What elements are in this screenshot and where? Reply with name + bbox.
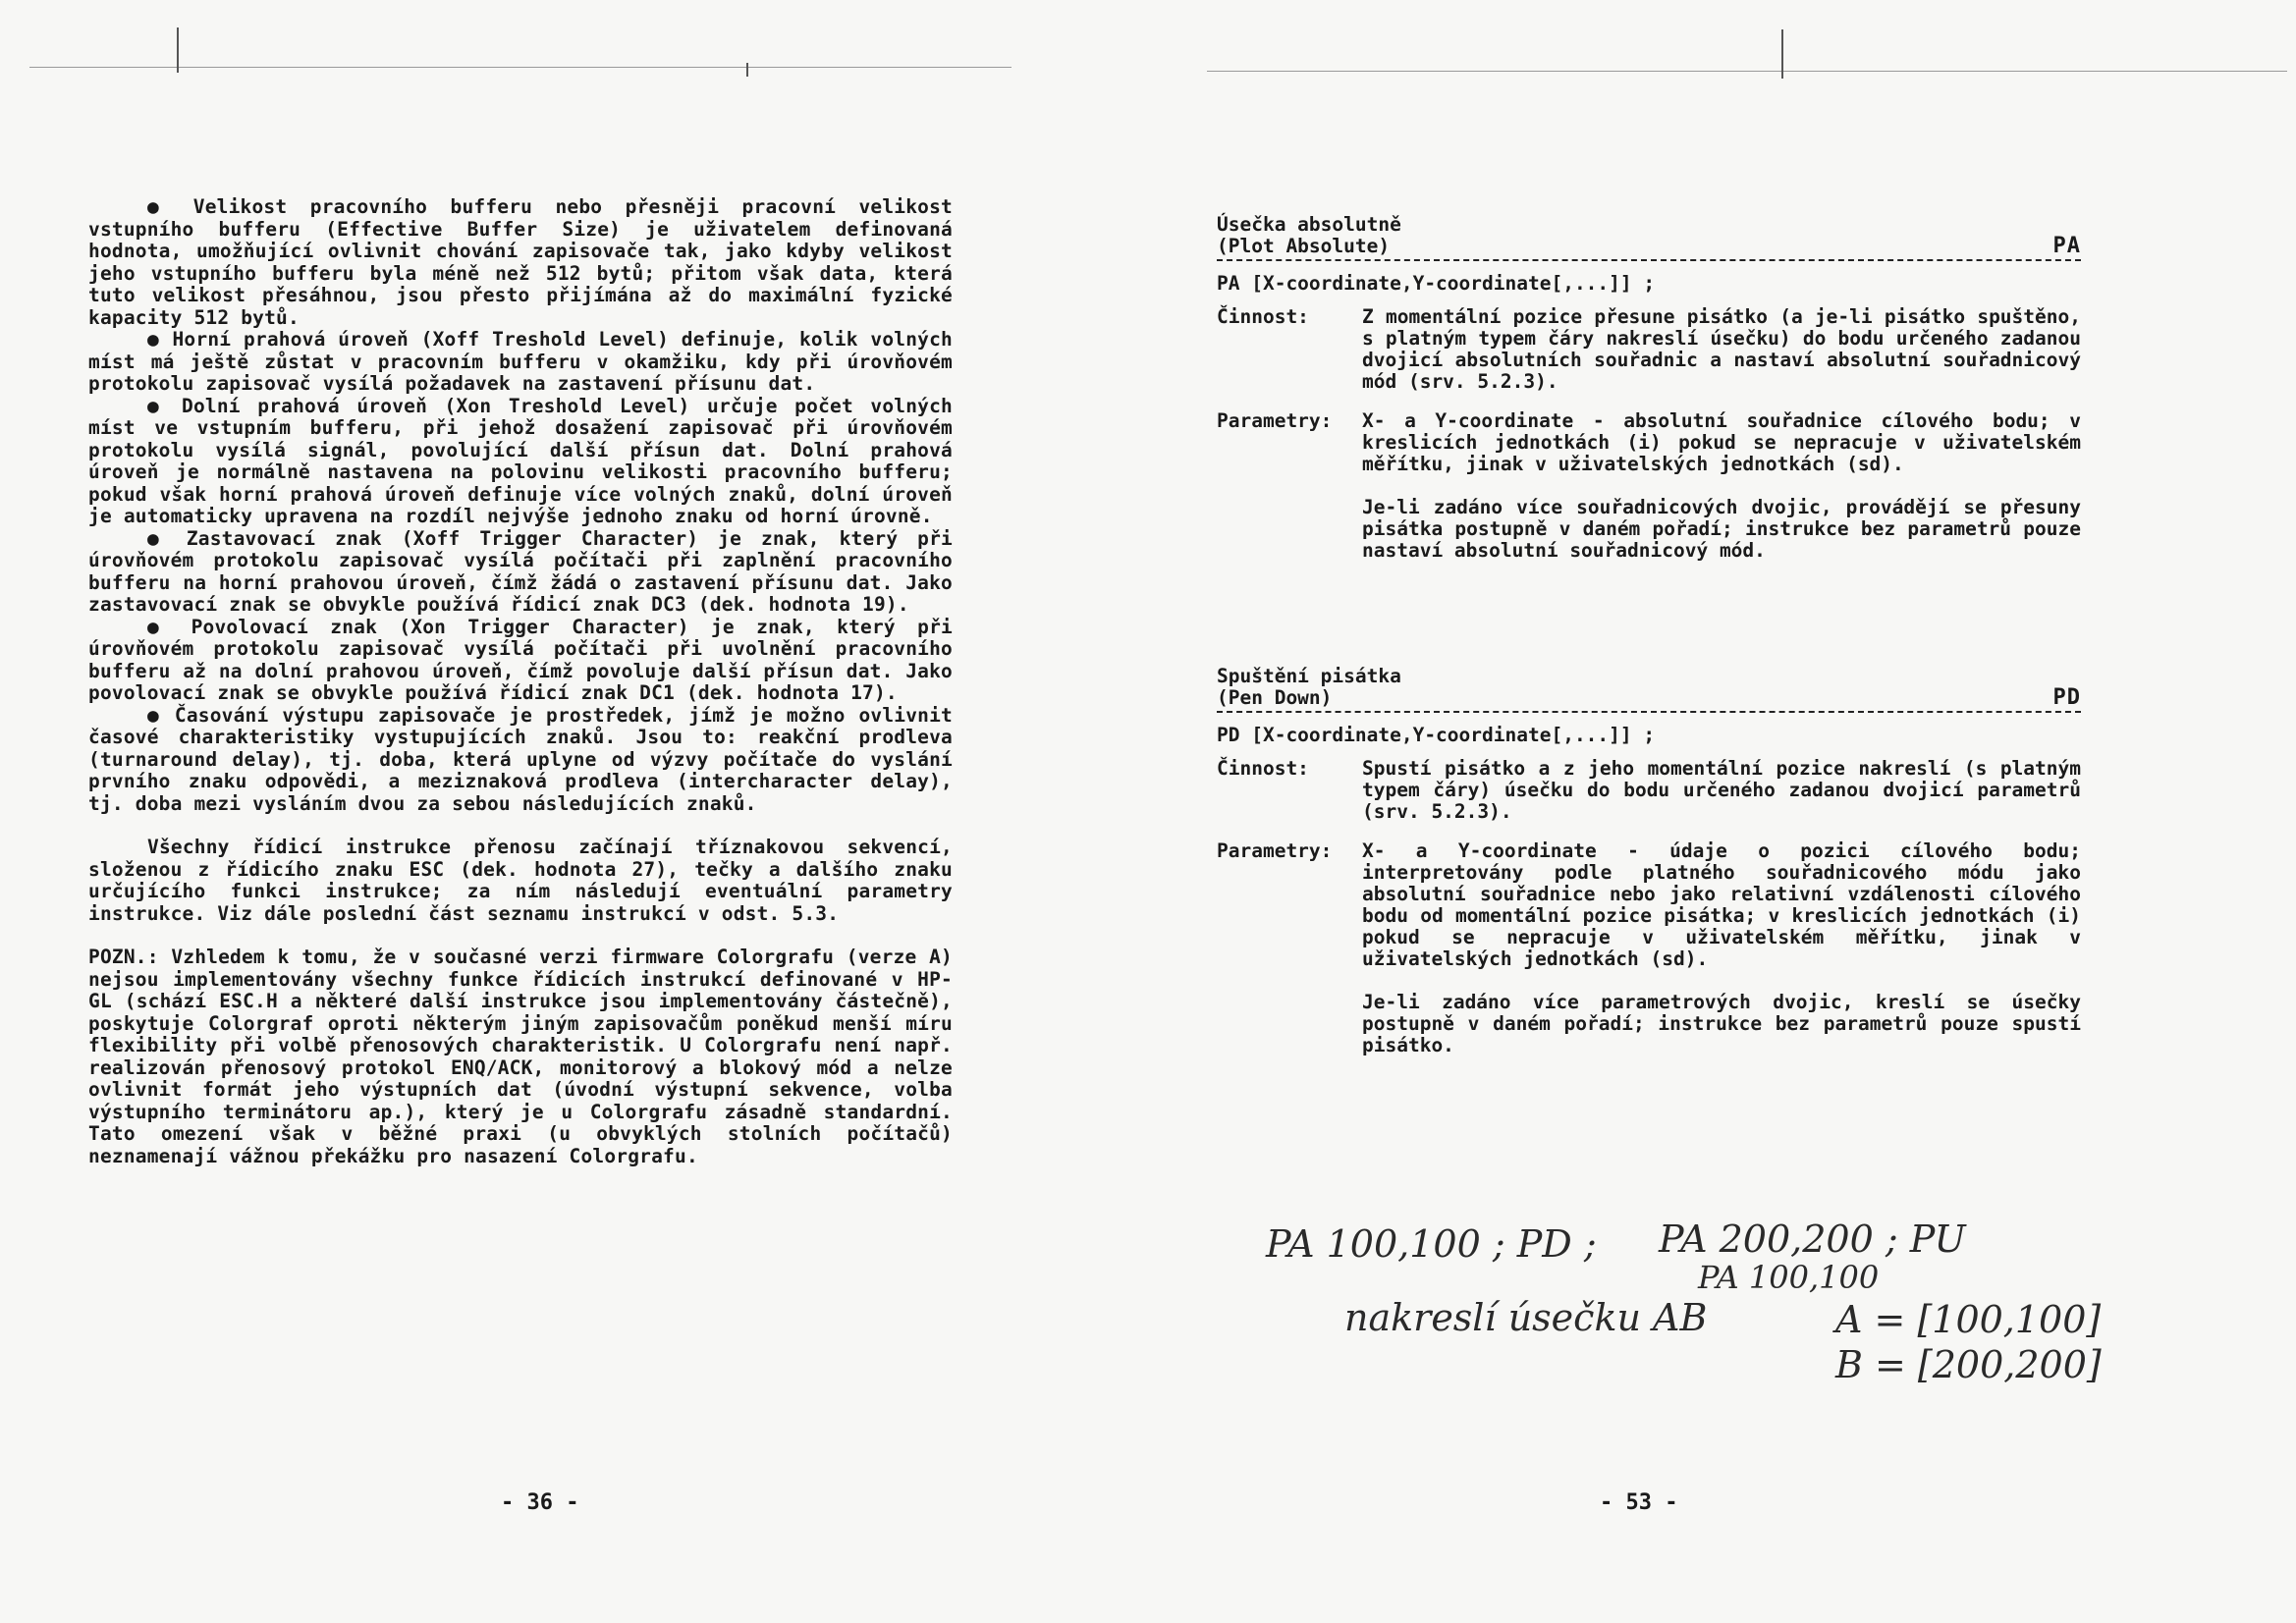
cinnost-label: Činnost: [1217,757,1309,780]
handwritten-command: PA 100,100 [1698,1259,1880,1296]
top-rule [1207,71,2287,72]
parametry-text: X- a Y-coordinate - údaje o pozici cílového bodu; interpretovány podle platného souřadnicového módu jako absolutní souřadnice nebo jako relativní vzdálenosti cílového bodu od momentální pozice pisátka; v kreslicích jednotkách (i) pokud se nepracuje v uživatelském měřítku, jinak v uživatelských jednotkách (sd). [1362,839,2081,970]
instruction-code: PD [2052,685,2081,710]
edge-mark [177,27,179,73]
parametry-note: Je-li zadáno více souřadnicových dvojic, provádějí se přesuny pisátka postupně v daném pořadí; instrukce bez parametrů pouze nastaví absolutní souřadnicový mód. [1362,496,2081,562]
section-pd [1217,666,2081,1056]
left-paragraph: ● Horní prahová úroveň (Xoff Treshold Level) definuje, kolik volných míst má ještě zůstat v pracovním bufferu v okamžiku, kdy při úrovňovém protokolu zapisovač vysílá požadavek na zastavení přísunu dat. [88,328,953,395]
right-page [1148,0,2296,1623]
handwritten-point-b: B = [200,200] [1835,1343,2102,1386]
page-number-left: - 36 - [501,1490,579,1515]
parametry-label: Parametry: [1217,839,1333,862]
instruction-code: PA [2052,234,2081,258]
section-title: Úsečka absolutně [1217,213,1401,236]
section-subtitle: (Plot Absolute) [1217,235,1391,257]
left-paragraph: ● Povolovací znak (Xon Trigger Character) je znak, který při úrovňovém protokolu zapisovač vysílá počítači při uvolnění pracovního bufferu až na dolní prahovou úroveň, čímž povoluje další přísun dat. Jako povolovací znak se obvykle používá řídicí znak DC1 (dek. hodnota 17). [88,615,953,704]
handwritten-point-a: A = [100,100] [1835,1298,2102,1341]
parametry-note: Je-li zadáno více parametrových dvojic, kreslí se úsečky postupně v daném pořadí; instrukce bez parametrů pouze spustí pisátko. [1362,991,2081,1056]
left-paragraph: ● Velikost pracovního bufferu nebo přesněji pracovní velikost vstupního bufferu (Effective Buffer Size) je uživatelem definovaná hodnota, umožňující ovlivnit chování zapisovače tak, jako kdyby velikost jeho vstupního bufferu byla méně než 512 bytů; přitom však data, která tuto velikost přesáhnou, jsou přesto přijímána až do maximální fyzické kapacity 512 bytů. [88,195,953,329]
left-paragraph: ● Dolní prahová úroveň (Xon Treshold Level) určuje počet volných míst ve vstupním bufferu, při jehož dosažení zapisovač při úrovňovém protokolu vysílá signál, povolující další přísun dat. Dolní prahová úroveň je normálně nastavena na polovinu velikosti pracovního bufferu; pokud však horní prahová úroveň definuje více volných znaků, dolní úroveň je automaticky upravena na rozdíl nejvýše jednoho znaku od horní úrovně. [88,394,953,527]
section-pa [1217,214,2081,562]
left-paragraph: Všechny řídicí instrukce přenosu začínají tříznakovou sekvencí, složenou z řídicího znaku ESC (dek. hodnota 27), tečky a dalšího znaku určujícího funkci instrukce; za ním následují eventuální parametry instrukce. Viz dále poslední část seznamu instrukcí v odst. 5.3. [88,836,953,925]
handwritten-command: PA 200,200 ; PU [1659,1217,1966,1261]
handwritten-note: nakreslí úsečku AB [1344,1296,1708,1339]
cinnost-text: Spustí pisátko a z jeho momentální pozice nakreslí (s platným typem čáry) úsečku do bodu určeného zadanou dvojicí parametrů (srv. 5.2.3). [1362,757,2081,823]
syntax-line: PD [X-coordinate,Y-coordinate[,...]] ; [1217,724,1656,746]
edge-mark [1781,29,1783,79]
page-number-right: - 53 - [1600,1490,1678,1515]
edge-mark [746,63,748,77]
cinnost-label: Činnost: [1217,305,1309,328]
left-paragraph: ● Zastavovací znak (Xoff Trigger Character) je znak, který při úrovňovém protokolu zapisovač vysílá počítači při zaplnění pracovního bufferu na horní prahovou úroveň, čímž žádá o zastavení přísunu dat. Jako zastavovací znak se obvykle používá řídicí znak DC3 (dek. hodnota 19). [88,526,953,616]
cinnost-text: Z momentální pozice přesune pisátko (a je-li pisátko spuštěno, s platným typem čáry nakreslí úsečku) do bodu určeného zadanou dvojicí absolutních souřadnic a nastaví absolutní souřadnicový mód (srv. 5.2.3). [1362,305,2081,393]
syntax-line: PA [X-coordinate,Y-coordinate[,...]] ; [1217,272,1656,295]
parametry-text: X- a Y-coordinate - absolutní souřadnice cílového bodu; v kreslicích jednotkách (i) pokud se nepracuje v uživatelském měřítku, jinak v uživatelských jednotkách (sd). [1362,409,2081,475]
left-paragraph: POZN.: Vzhledem k tomu, že v současné verzi firmware Colorgrafu (verze A) nejsou implementovány všechny funkce řídicích instrukcí definované v HP-GL (schází ESC.H a některé další instrukce jsou implementovány částečně), poskytuje Colorgraf oproti některým jiným zapisovačům poněkud menší míru flexibility při volbě přenosových charakteristik. U Colorgrafu není např. realizován přenosový protokol ENQ/ACK, monitorový a blokový mód a nelze ovlivnit formát jeho výstupních dat (úvodní výstupní sekvence, volba výstupního terminátoru ap.), který je u Colorgrafu zásadně standardní. Tato omezení však v běžné praxi (u obvyklých stolních počítačů) neznamenají vážnou překážku pro nasazení Colorgrafu. [88,946,953,1167]
section-subtitle: (Pen Down) [1217,686,1333,709]
handwritten-command: PA 100,100 ; PD ; [1266,1222,1597,1266]
left-body-text [88,196,953,1167]
section-title: Spuštění pisátka [1217,665,1401,687]
parametry-label: Parametry: [1217,409,1333,432]
left-paragraph: ● Časování výstupu zapisovače je prostředek, jímž je možno ovlivnit časové charakteristiky vystupujících znaků. Jsou to: reakční prodleva (turnaround delay), tj. doba, která uplyne od výzvy počítače do vyslání prvního znaku odpovědi, a meziznaková prodleva (intercharacter delay), tj. doba mezi vysláním dvou za sebou následujících znaků. [88,703,953,815]
